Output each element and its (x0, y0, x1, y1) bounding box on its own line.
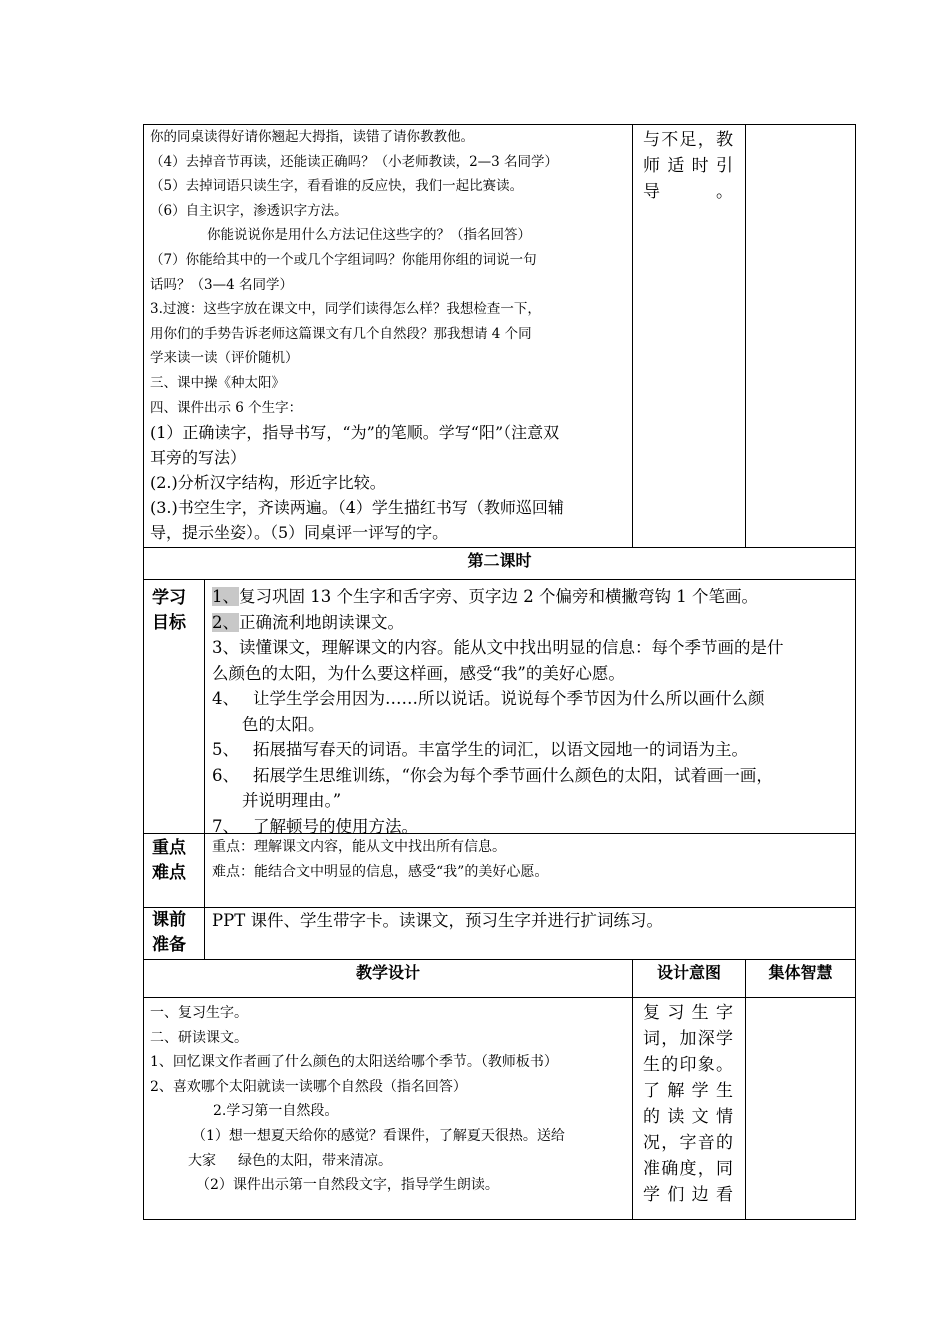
goal-item: 3、读懂课文，理解课文的内容。能从文中找出明显的信息：每个季节画的是什 (212, 638, 784, 657)
goal-item: 1、复习巩固 13 个生字和舌字旁、页字边 2 个偏旁和横撇弯钩 1 个笔画。 (212, 587, 758, 606)
intent-line: 的读文情 (643, 1107, 733, 1127)
text-line: 你能说说你是用什么方法记住这些字的？（指名回答） (207, 227, 531, 244)
text-line: (2.)分析汉字结构，形近字比较。 (150, 473, 386, 493)
design-row (143, 998, 856, 1220)
text-line: 四、课件出示 6 个生字： (150, 399, 303, 416)
goal-item: 2、正确流利地朗读课文。 (212, 612, 404, 632)
intent-line: 复习生字 (643, 1003, 733, 1023)
prep-content (204, 908, 855, 959)
text-line: （6）自主识字，渗透识字方法。 (150, 202, 348, 219)
text-line: （2）课件出示第一自然段文字，指导学生朗读。 (196, 1177, 499, 1194)
lesson-plan-table (143, 124, 856, 1220)
text-line: 学来读一读（评价随机） (150, 350, 299, 367)
prep-text: PPT 课件、学生带字卡。读课文，预习生字并进行扩词练习。 (212, 911, 663, 930)
intent-line: 生的印象。 (643, 1055, 733, 1075)
text-line: （1）想一想夏天给你的感觉？看课件，了解夏天很热。送给 (192, 1127, 565, 1144)
label-line: 目标 (152, 613, 186, 633)
text-line: (3.)书空生字，齐读两遍。（4）学生描红书写（教师巡回辅 (150, 498, 564, 518)
text-line: 1、回忆课文作者画了什么颜色的太阳送给哪个季节。（教师板书） (150, 1054, 558, 1071)
text-line: （7）你能给其中的一个或几个字组词吗？你能用你组的词说一句 (150, 251, 537, 268)
goals-content (204, 580, 855, 836)
text-line: 你的同桌读得好请你翘起大拇指，读错了请你教教他。 (150, 129, 474, 145)
key-line: 难点：能结合文中明显的信息，感受“我”的美好心愿。 (212, 863, 549, 880)
text-line: 大家 绿色的太阳，带来清凉。 (188, 1152, 392, 1169)
continuation-row (143, 124, 856, 548)
key-content (204, 834, 855, 907)
lesson-title: 第二课时 (467, 551, 532, 570)
intent-line: 导。 (643, 182, 733, 202)
intent-line: 学们边看 (643, 1185, 733, 1205)
text-line: （5）去掉词语只读生字，看看谁的反应快，我们一起比赛读。 (150, 178, 524, 195)
collective-cell (745, 998, 855, 1219)
text-line: 二、研读课文。 (150, 1029, 248, 1046)
design-cell (144, 125, 632, 547)
goal-item: 并说明理由。” (242, 791, 342, 810)
design-cell (144, 998, 632, 1219)
header-row (143, 960, 856, 998)
intent-line: 师适时引 (643, 156, 733, 176)
prep-row (143, 908, 856, 960)
intent-line: 准确度，同 (643, 1159, 733, 1179)
intent-line: 与不足，教 (643, 130, 733, 150)
text-line: 三、课中操《种太阳》 (150, 374, 285, 391)
prep-label (144, 908, 204, 959)
text-line: 2.学习第一自然段。 (213, 1103, 339, 1120)
text-line: 一、复习生字。 (150, 1005, 248, 1021)
intent-cell (632, 998, 745, 1219)
goal-item: 4、 让学生学会用因为……所以说话。说说每个季节因为什么所以画什么颜 (212, 689, 765, 708)
goal-item: 6、 拓展学生思维训练，“你会为每个季节画什么颜色的太阳，试着画一画， (212, 765, 773, 785)
intent-cell (632, 125, 745, 547)
key-label (144, 834, 204, 907)
text-line: 3.过渡：这些字放在课文中，同学们读得怎么样？我想检查一下， (150, 301, 541, 318)
goal-item: 么颜色的太阳，为什么要这样画，感受“我”的美好心愿。 (212, 663, 625, 683)
text-line: 导，提示坐姿）。（5）同桌评一评写的字。 (150, 523, 449, 543)
collective-header: 集体智慧 (745, 960, 855, 997)
text-line: 用你们的手势告诉老师这篇课文有几个自然段？那我想请 4 个同 (150, 325, 532, 342)
intent-line: 况，字音的 (643, 1133, 733, 1153)
intent-header: 设计意图 (632, 960, 745, 997)
collective-cell (745, 125, 855, 547)
label-line: 课前 (152, 910, 186, 930)
text-line: (1）正确读字，指导书写，“为”的笔顺。学写“阳”（注意双 (150, 423, 560, 443)
label-line: 准备 (152, 935, 186, 955)
text-line: 耳旁的写法） (150, 448, 247, 468)
label-line: 难点 (152, 863, 186, 883)
key-line: 重点：理解课文内容，能从文中找出所有信息。 (212, 839, 506, 855)
text-line: 话吗？（3—4 名同学） (150, 276, 293, 293)
intent-line: 了解学生 (643, 1081, 733, 1101)
intent-line: 词，加深学 (643, 1029, 733, 1049)
key-points-row (143, 834, 856, 908)
section-title-row (143, 548, 856, 580)
text-line: 2、喜欢哪个太阳就读一读哪个自然段（指名回答） (150, 1078, 467, 1095)
goal-item: 色的太阳。 (242, 714, 325, 734)
text-line: （4）去掉音节再读，还能读正确吗？（小老师教读，2—3 名同学） (150, 153, 559, 170)
design-header: 教学设计 (355, 963, 420, 982)
label-line: 学习 (152, 588, 186, 608)
goals-label (144, 580, 204, 833)
goal-item: 5、 拓展描写春天的词语。丰富学生的词汇，以语文园地一的词语为主。 (212, 740, 748, 759)
label-line: 重点 (152, 838, 186, 858)
goal-item: 7、 了解顿号的使用方法。 (212, 816, 418, 836)
goals-row (143, 580, 856, 834)
